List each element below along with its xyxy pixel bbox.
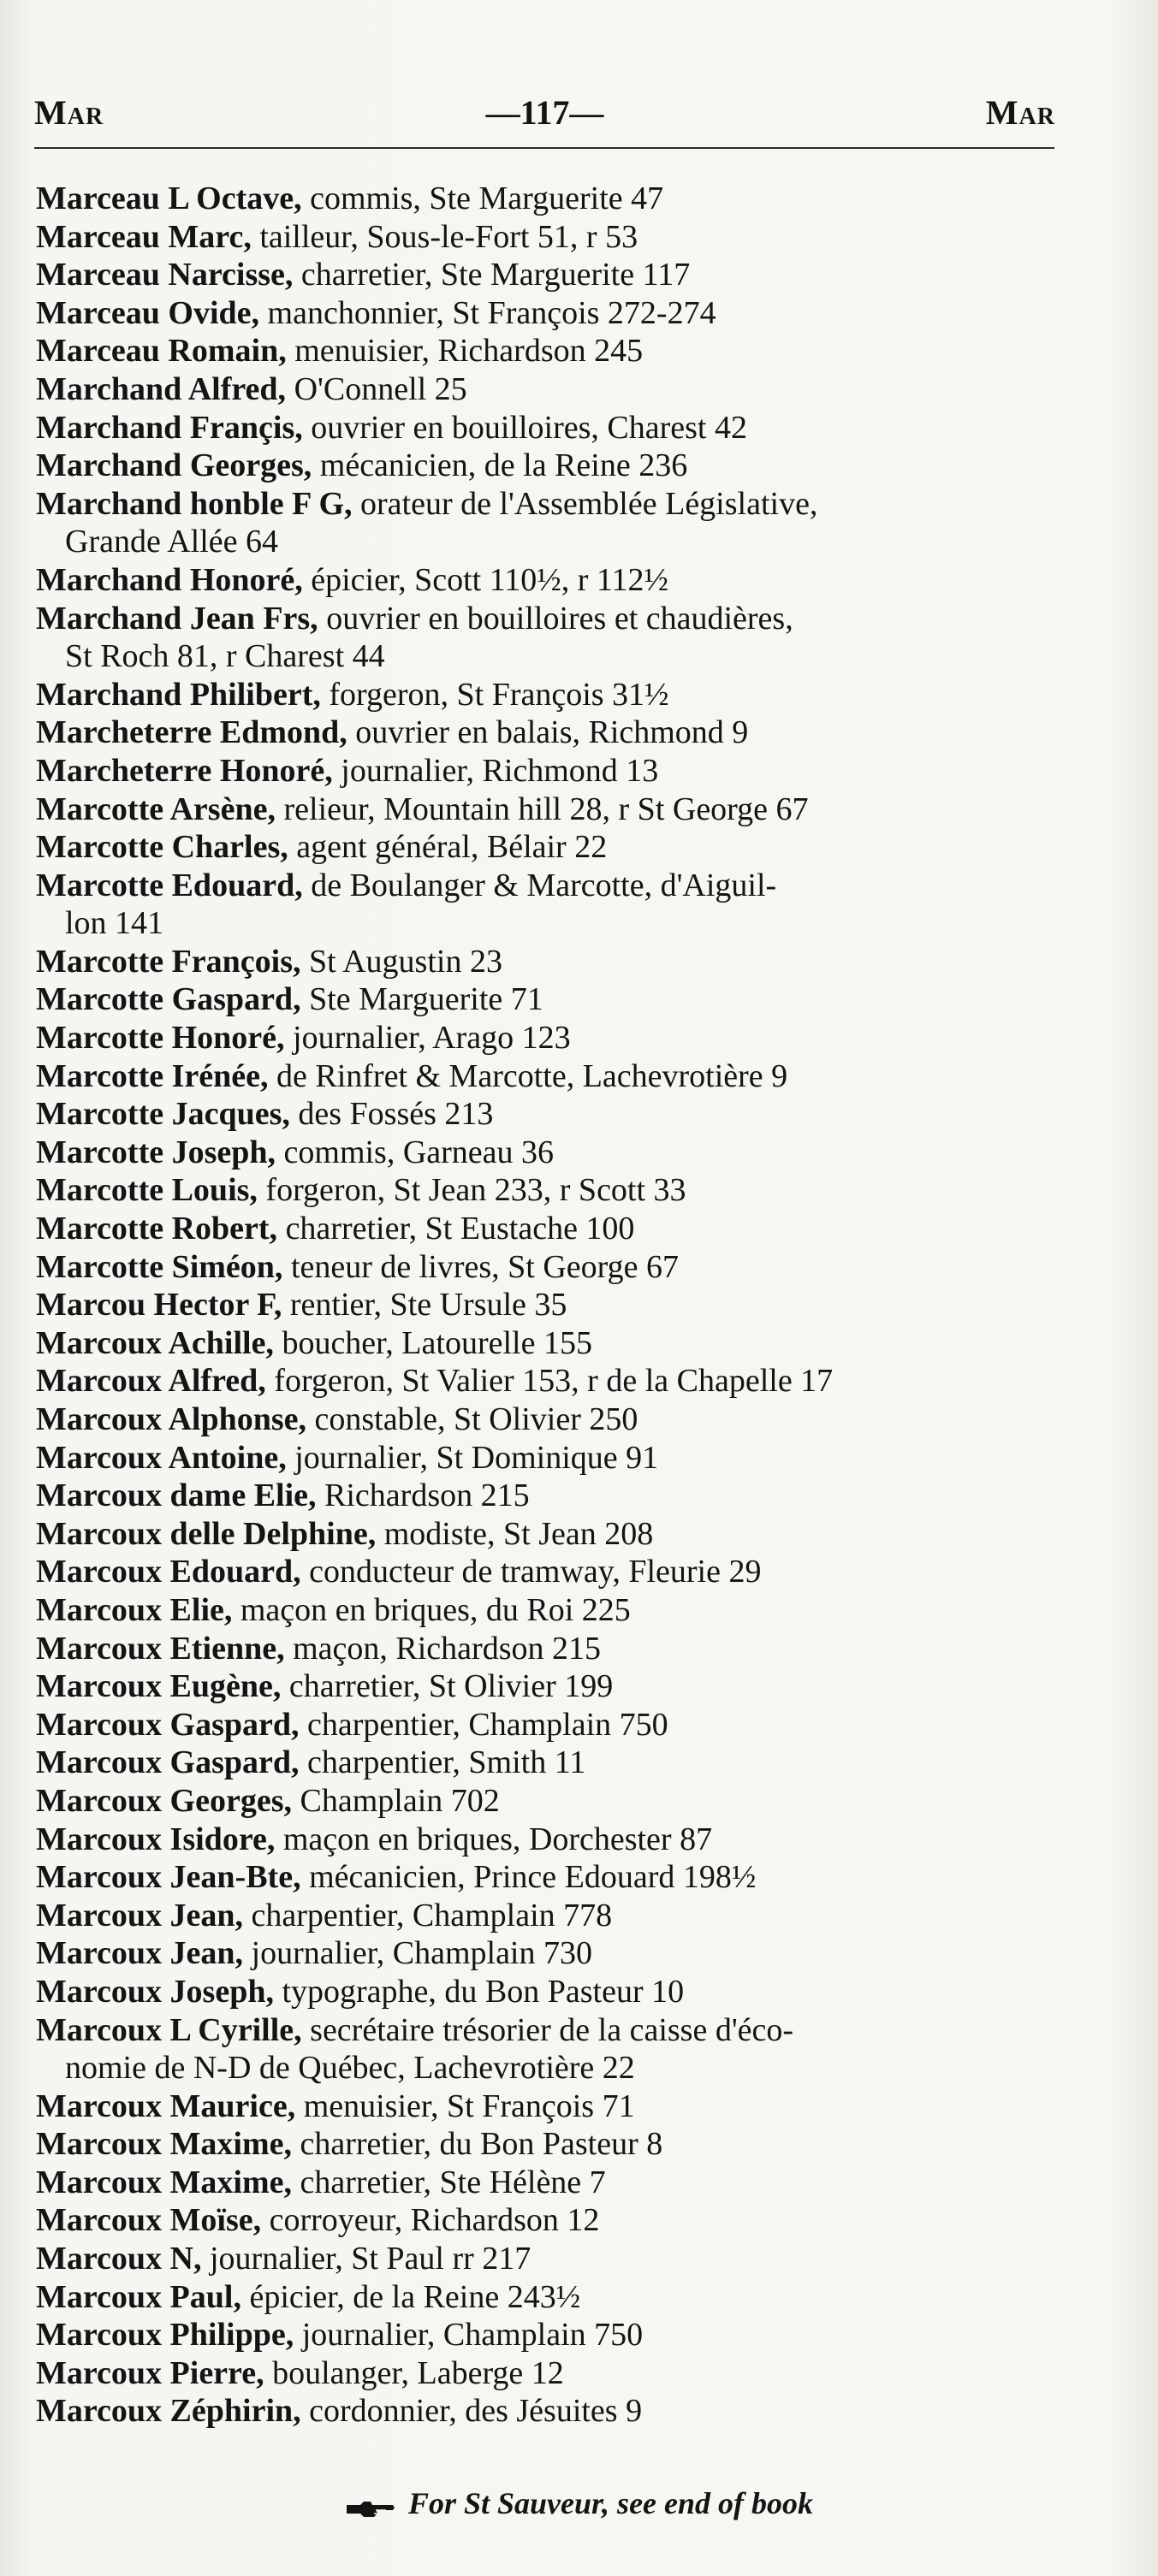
entry-name: Marcoux Edouard, (36, 1554, 301, 1590)
entry-name: Marcheterre Honoré, (36, 752, 333, 789)
directory-entry (36, 561, 1063, 600)
entry-name: Marcotte Arsène, (36, 791, 276, 827)
directory-entry (36, 1057, 1063, 1096)
entry-name: Marcoux Paul, (36, 2278, 241, 2315)
header-right-guide-word: Mar (985, 93, 1055, 132)
directory-entry (36, 294, 1063, 333)
entry-details: de Rinfret & Marcotte, Lachevrotière 9 (276, 1057, 788, 1094)
entry-name: Marcoux Jean, (36, 1897, 244, 1933)
directory-entry (36, 2201, 1063, 2240)
entry-name: Marcotte François, (36, 943, 301, 980)
entry-name: Marceau L Octave, (36, 181, 302, 216)
entry-name: Marcoux Alfred, (36, 1363, 266, 1400)
entry-name: Marcoux Maxime, (36, 2164, 292, 2200)
directory-entry (36, 791, 1063, 829)
pointing-hand-icon (345, 2492, 396, 2514)
entry-name: Marcoux N, (36, 2241, 202, 2277)
directory-entry (36, 1630, 1063, 1668)
directory-entry (36, 1973, 1063, 2011)
directory-entry (36, 2164, 1063, 2202)
entry-details: mécanicien, Prince Edouard 198½ (309, 1859, 757, 1896)
entry-name: Marcotte Charles, (36, 829, 288, 866)
directory-entry (36, 1286, 1063, 1324)
directory-entry (36, 2240, 1063, 2278)
directory-entry (36, 1401, 1063, 1439)
entry-name: Marcoux Moïse, (36, 2202, 262, 2239)
entry-name: Marcoux Gaspard, (36, 1744, 300, 1781)
entry-name: Marcoux Maurice, (36, 2087, 296, 2124)
entry-name: Marchand Georges, (36, 447, 312, 484)
entry-name: Marcoux Jean, (36, 1935, 244, 1972)
entry-name: Marcoux Isidore, (36, 1821, 276, 1857)
directory-entry (36, 752, 1063, 791)
directory-entry (36, 1019, 1063, 1057)
entry-details: journalier, Champlain 730 (251, 1935, 592, 1972)
entry-details: charretier, Ste Marguerite 117 (300, 257, 691, 293)
directory-entry (36, 409, 1063, 447)
entry-details: charpentier, Champlain 750 (307, 1706, 668, 1743)
footer-note (0, 2485, 1158, 2521)
directory-entry (36, 1477, 1063, 1515)
entry-name: Marcotte Siméon, (36, 1248, 283, 1285)
entry-continuation: nomie de N-D de Québec, Lachevrotière 22 (65, 2050, 635, 2087)
entry-details: charretier, St Eustache 100 (285, 1211, 635, 1247)
entry-details: corroyeur, Richardson 12 (269, 2202, 600, 2239)
entry-name: Marcoux Maxime, (36, 2126, 292, 2163)
entry-details: ouvrier en bouilloires, Charest 42 (311, 409, 747, 446)
entry-name: Marcoux Joseph, (36, 1973, 274, 2010)
directory-entry (36, 180, 1063, 218)
directory-entry (36, 1134, 1063, 1172)
page-number: —117— (485, 93, 604, 132)
entry-details: charretier, St Olivier 199 (288, 1668, 614, 1705)
entry-name: Marcoux Eugène, (36, 1668, 282, 1705)
entry-details: Ste Marguerite 71 (309, 981, 543, 1018)
directory-entry (36, 676, 1063, 714)
entry-name: Marcoux dame Elie, (36, 1477, 317, 1514)
entry-continuation: Grande Allée 64 (65, 524, 279, 560)
directory-entry (36, 943, 1063, 981)
entry-details: charpentier, Champlain 778 (251, 1897, 613, 1933)
entry-details: épicier, de la Reine 243½ (249, 2278, 581, 2315)
entry-details: forgeron, St François 31½ (329, 676, 669, 713)
page-header (34, 92, 1055, 144)
directory-entry (36, 1248, 1063, 1287)
entry-details: Champlain 702 (300, 1782, 500, 1819)
entry-details: orateur de l'Assemblée Législative, (360, 485, 818, 522)
entry-details: St Augustin 23 (309, 943, 502, 980)
entry-details: conducteur de tramway, Fleurie 29 (309, 1554, 762, 1590)
entry-name: Marchand Honoré, (36, 561, 303, 598)
entry-name: Marcoux Jean-Bte, (36, 1859, 301, 1896)
entry-details: agent général, Bélair 22 (296, 829, 608, 866)
entry-details: forgeron, St Jean 233, r Scott 33 (265, 1172, 686, 1209)
entry-details: boulanger, Laberge 12 (272, 2354, 564, 2391)
directory-entry (36, 2354, 1063, 2393)
entry-details: relieur, Mountain hill 28, r St George 67 (283, 791, 809, 827)
directory-entry (36, 1934, 1063, 1973)
directory-entry (36, 1324, 1063, 1363)
entry-continuation: St Roch 81, r Charest 44 (65, 638, 385, 675)
directory-entry (36, 447, 1063, 485)
entry-name: Marcoux Gaspard, (36, 1706, 300, 1743)
entry-name: Marcotte Louis, (36, 1172, 258, 1209)
directory-entry (36, 2316, 1063, 2354)
entry-details: tailleur, Sous-le-Fort 51, r 53 (259, 218, 638, 255)
entry-name: Marcotte Robert, (36, 1211, 278, 1247)
directory-entry (36, 714, 1063, 752)
directory-entry (36, 2392, 1063, 2431)
entry-details: des Fossés 213 (298, 1096, 494, 1133)
directory-entry (36, 1210, 1063, 1248)
directory-entries (36, 180, 1063, 2431)
directory-entry (36, 370, 1063, 409)
directory-entry (36, 485, 1063, 561)
entry-name: Marcoux Etienne, (36, 1630, 285, 1667)
directory-entry (36, 1782, 1063, 1821)
entry-name: Marcoux L Cyrille, (36, 2011, 302, 2048)
entry-details: manchonnier, St François 272-274 (267, 294, 716, 331)
entry-details: charretier, du Bon Pasteur 8 (300, 2126, 663, 2163)
entry-details: O'Connell 25 (294, 370, 467, 407)
entry-details: commis, Garneau 36 (283, 1134, 555, 1170)
directory-entry (36, 1515, 1063, 1554)
entry-name: Marcoux Alphonse, (36, 1401, 307, 1437)
entry-details: typographe, du Bon Pasteur 10 (282, 1973, 685, 2010)
directory-entry (36, 1591, 1063, 1630)
entry-name: Marchand honble F G, (36, 485, 353, 522)
directory-entry (36, 1171, 1063, 1210)
directory-entry (36, 1706, 1063, 1744)
entry-name: Marcoux Elie, (36, 1591, 233, 1628)
entry-name: Marcoux Pierre, (36, 2354, 264, 2391)
entry-details: commis, Ste Marguerite 47 (310, 181, 664, 216)
entry-name: Marcheterre Edmond, (36, 714, 347, 751)
directory-entry (36, 1897, 1063, 1935)
entry-name: Marcoux Philippe, (36, 2317, 294, 2354)
directory-entry (36, 1744, 1063, 1782)
entry-details: charpentier, Smith 11 (307, 1744, 586, 1781)
directory-entry (36, 1553, 1063, 1591)
entry-details: journalier, St Paul rr 217 (210, 2241, 531, 2277)
directory-entry (36, 2011, 1063, 2087)
entry-details: maçon, Richardson 215 (293, 1630, 601, 1667)
directory-entry (36, 600, 1063, 676)
directory-entry (36, 1858, 1063, 1897)
header-rule (34, 147, 1054, 149)
directory-entry (36, 867, 1063, 943)
entry-name: Marcotte Jacques, (36, 1096, 290, 1133)
directory-entry (36, 1362, 1063, 1401)
entry-name: Marcotte Edouard, (36, 867, 303, 903)
entry-name: Marcotte Honoré, (36, 1020, 285, 1057)
entry-details: journalier, St Dominique 91 (294, 1439, 659, 1476)
entry-name: Marcou Hector F, (36, 1287, 282, 1324)
entry-details: modiste, St Jean 208 (383, 1515, 654, 1552)
directory-entry (36, 1439, 1063, 1477)
entry-name: Marchand Françis, (36, 409, 303, 446)
entry-name: Marcotte Gaspard, (36, 981, 301, 1018)
entry-details: de Boulanger & Marcotte, d'Aiguil- (311, 867, 777, 903)
directory-entry (36, 2278, 1063, 2317)
entry-details: ouvrier en bouilloires et chaudières, (326, 600, 793, 637)
entry-details: charretier, Ste Hélène 7 (300, 2164, 606, 2200)
entry-details: menuisier, St François 71 (303, 2087, 635, 2124)
entry-continuation: lon 141 (65, 905, 164, 942)
directory-entry (36, 332, 1063, 370)
entry-details: boucher, Latourelle 155 (282, 1324, 592, 1361)
entry-name: Marceau Narcisse, (36, 257, 294, 293)
entry-name: Marceau Ovide, (36, 294, 260, 331)
entry-details: cordonnier, des Jésuites 9 (309, 2393, 643, 2430)
entry-details: forgeron, St Valier 153, r de la Chapelle 17 (274, 1363, 834, 1400)
directory-entry (36, 256, 1063, 294)
directory-entry (36, 2125, 1063, 2164)
entry-name: Marceau Romain, (36, 333, 287, 370)
entry-name: Marcoux Antoine, (36, 1439, 287, 1476)
entry-name: Marcotte Joseph, (36, 1134, 276, 1170)
directory-entry (36, 2087, 1063, 2126)
entry-name: Marcoux delle Delphine, (36, 1515, 377, 1552)
footer-text: For St Sauveur, see end of book (407, 2486, 814, 2520)
entry-details: constable, St Olivier 250 (314, 1401, 638, 1437)
entry-name: Marcoux Achille, (36, 1324, 274, 1361)
directory-entry (36, 980, 1063, 1019)
entry-details: rentier, Ste Ursule 35 (289, 1287, 567, 1324)
entry-details: épicier, Scott 110½, r 112½ (311, 561, 669, 598)
directory-entry (36, 218, 1063, 257)
entry-name: Marchand Jean Frs, (36, 600, 318, 637)
directory-entry (36, 1821, 1063, 1859)
directory-entry (36, 1095, 1063, 1134)
entry-details: menuisier, Richardson 245 (294, 333, 644, 370)
entry-name: Marchand Alfred, (36, 370, 287, 407)
entry-name: Marcoux Georges, (36, 1782, 292, 1819)
directory-entry (36, 828, 1063, 867)
entry-details: Richardson 215 (324, 1477, 530, 1514)
header-left-guide-word: Mar (34, 93, 104, 132)
entry-name: Marceau Marc, (36, 218, 252, 255)
entry-details: maçon en briques, Dorchester 87 (282, 1821, 713, 1857)
entry-details: secrétaire trésorier de la caisse d'éco- (310, 2011, 794, 2048)
entry-details: teneur de livres, St George 67 (290, 1248, 680, 1285)
entry-name: Marcoux Zéphirin, (36, 2393, 301, 2430)
entry-details: journalier, Champlain 750 (301, 2317, 644, 2354)
entry-details: mécanicien, de la Reine 236 (319, 447, 688, 484)
entry-name: Marcotte Irénée, (36, 1057, 269, 1094)
entry-name: Marchand Philibert, (36, 676, 321, 713)
entry-details: maçon en briques, du Roi 225 (240, 1591, 631, 1628)
entry-details: journalier, Richmond 13 (341, 752, 659, 789)
directory-entry (36, 1667, 1063, 1706)
entry-details: ouvrier en balais, Richmond 9 (355, 714, 749, 751)
entry-details: journalier, Arago 123 (293, 1020, 571, 1057)
